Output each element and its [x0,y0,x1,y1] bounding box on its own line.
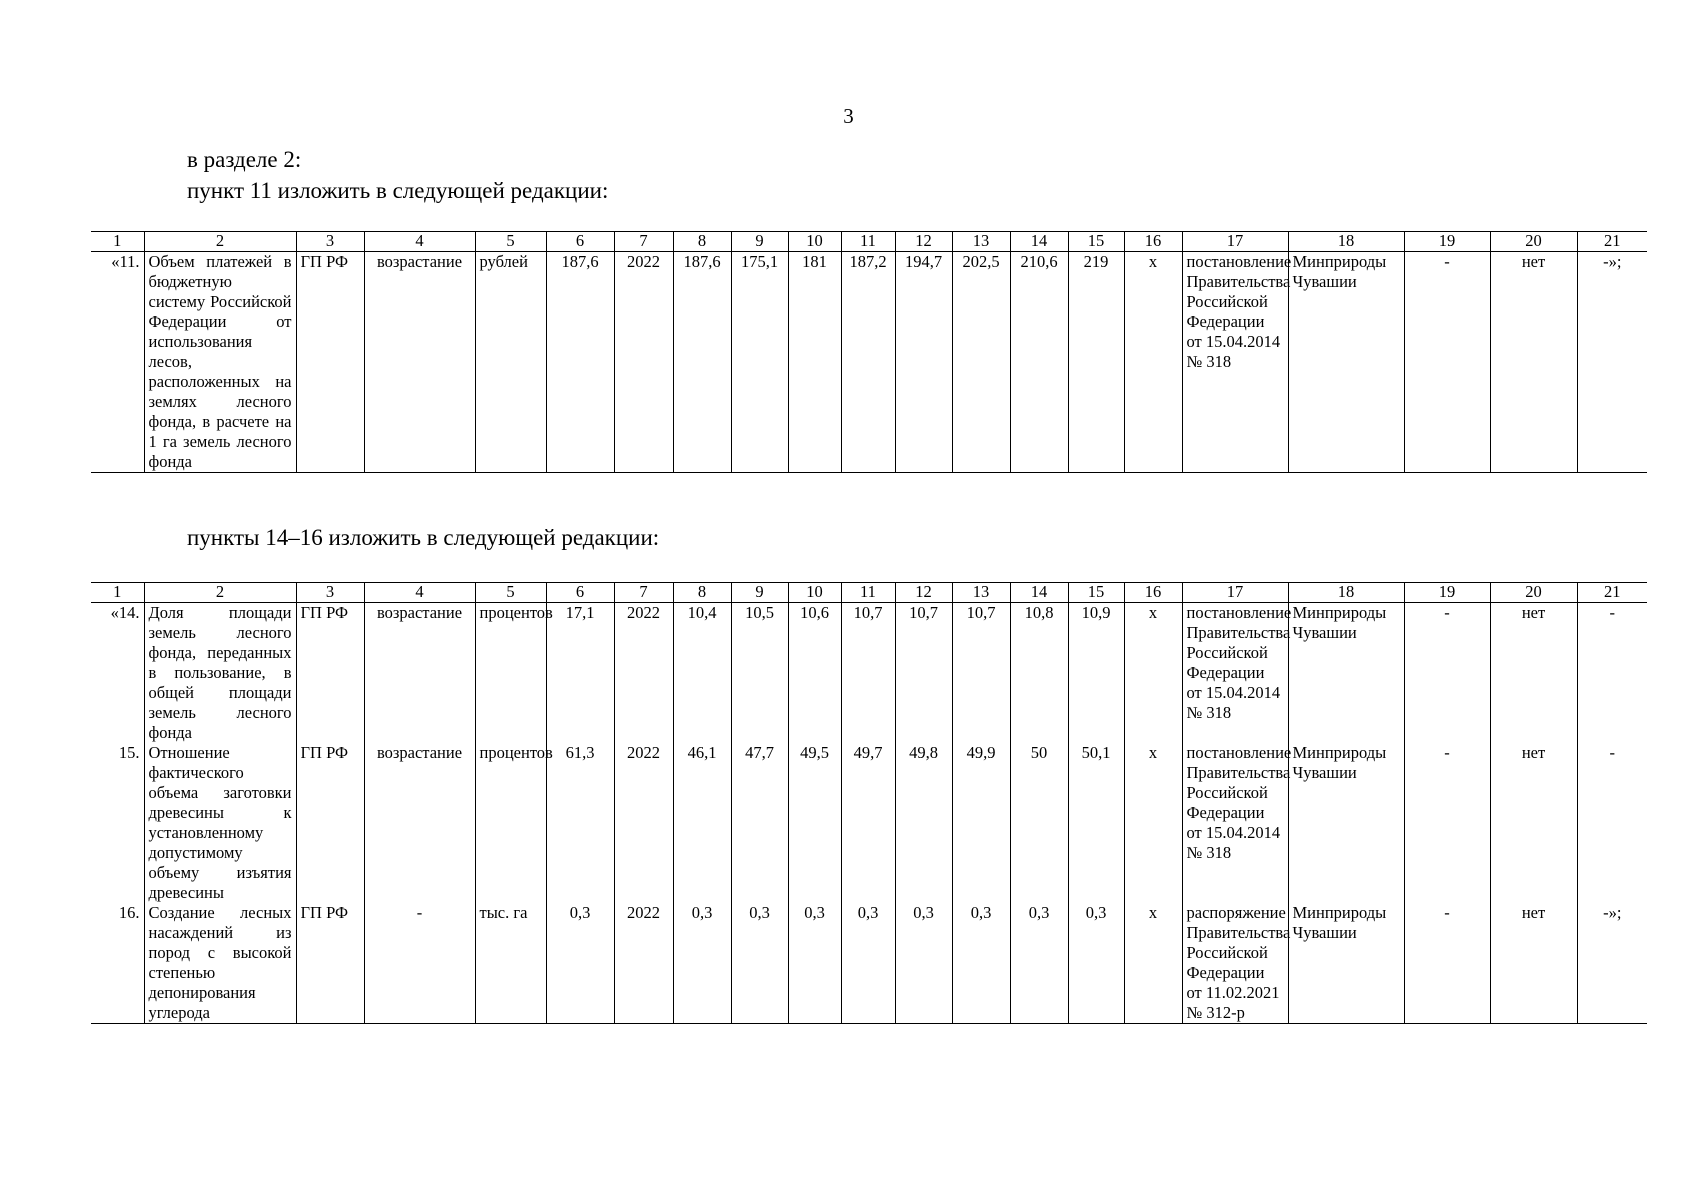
cell-v15: 10,9 [1068,603,1124,744]
table-row [91,743,1647,903]
cell-base-value: 17,1 [546,603,614,744]
cell-base-year: 2022 [614,743,673,903]
column-number: 1 [91,232,144,252]
column-number: 14 [1010,232,1068,252]
cell-v12: 49,8 [895,743,952,903]
column-number: 16 [1124,583,1182,603]
cell-c21: -»; [1577,903,1647,1024]
cell-unit: рублей [475,252,546,473]
cell-base-value: 61,3 [546,743,614,903]
cell-num: 16. [91,903,144,1024]
column-number: 9 [731,232,788,252]
cell-program: ГП РФ [296,603,364,744]
column-number: 5 [475,232,546,252]
cell-c19: - [1404,603,1490,744]
column-number-row [91,583,1647,603]
cell-v8: 10,4 [673,603,731,744]
cell-trend: возрастание [364,603,475,744]
cell-c16: x [1124,903,1182,1024]
column-number: 14 [1010,583,1068,603]
cell-c20: нет [1490,903,1577,1024]
cell-v9: 0,3 [731,903,788,1024]
cell-document: постановление Правительства Российской Федерации от 15.04.2014 № 318 [1182,603,1288,744]
cell-v9: 10,5 [731,603,788,744]
cell-v10: 0,3 [788,903,841,1024]
indicator-table-2 [91,582,1647,1024]
column-number: 21 [1577,232,1647,252]
cell-base-value: 187,6 [546,252,614,473]
column-number: 16 [1124,232,1182,252]
column-number: 9 [731,583,788,603]
cell-responsible: Минприроды Чувашии [1288,603,1404,744]
column-number: 7 [614,232,673,252]
column-number: 19 [1404,583,1490,603]
cell-v14: 10,8 [1010,603,1068,744]
cell-document: постановление Правительства Российской Федерации от 15.04.2014 № 318 [1182,252,1288,473]
cell-document: постановление Правительства Российской Федерации от 15.04.2014 № 318 [1182,743,1288,903]
cell-num: «14. [110,603,140,622]
cell-program: ГП РФ [296,903,364,1024]
column-number: 15 [1068,232,1124,252]
column-number: 17 [1182,232,1288,252]
cell-responsible: Минприроды Чувашии [1288,252,1404,473]
cell-document: распоряжение Правительства Российской Федерации от 11.02.2021 № 312-р [1182,903,1288,1024]
cell-program: ГП РФ [296,743,364,903]
cell-c16: x [1124,252,1182,473]
column-number: 18 [1288,583,1404,603]
column-number: 21 [1577,583,1647,603]
cell-c16: x [1124,743,1182,903]
cell-v13: 0,3 [952,903,1010,1024]
cell-v10: 181 [788,252,841,473]
column-number: 11 [841,232,895,252]
column-number: 17 [1182,583,1288,603]
section-1-line-1: в разделе 2: [187,147,302,172]
column-number: 7 [614,583,673,603]
cell-v8: 0,3 [673,903,731,1024]
cell-v9: 47,7 [731,743,788,903]
column-number: 12 [895,232,952,252]
cell-c21: - [1577,743,1647,903]
cell-trend: - [364,903,475,1024]
cell-c19: - [1404,903,1490,1024]
cell-v11: 0,3 [841,903,895,1024]
column-number: 19 [1404,232,1490,252]
cell-c20: нет [1490,743,1577,903]
cell-v10: 49,5 [788,743,841,903]
column-number: 8 [673,583,731,603]
cell-name: Доля площади земель лесного фонда, переданных в пользование, в общей площади земель лесного фонда [144,603,296,744]
column-number: 10 [788,583,841,603]
column-number: 12 [895,583,952,603]
cell-c21: - [1577,603,1647,744]
cell-v10: 10,6 [788,603,841,744]
cell-c21: -»; [1577,252,1647,473]
column-number: 8 [673,232,731,252]
cell-unit: тыс. га [475,903,546,1024]
cell-v13: 10,7 [952,603,1010,744]
cell-base-year: 2022 [614,903,673,1024]
cell-v11: 10,7 [841,603,895,744]
cell-trend: возрастание [364,252,475,473]
cell-v12: 10,7 [895,603,952,744]
cell-num: «11. [91,252,144,473]
column-number: 2 [144,583,296,603]
indicator-table-1 [91,231,1647,473]
column-number-row [91,232,1647,252]
cell-v13: 49,9 [952,743,1010,903]
cell-v8: 46,1 [673,743,731,903]
cell-program: ГП РФ [296,252,364,473]
cell-responsible: Минприроды Чувашии [1288,743,1404,903]
column-number: 2 [144,232,296,252]
cell-c19: - [1404,743,1490,903]
column-number: 10 [788,232,841,252]
section-1-intro [187,144,608,206]
table-row [91,903,1647,1024]
cell-v13: 202,5 [952,252,1010,473]
cell-v15: 50,1 [1068,743,1124,903]
column-number: 18 [1288,232,1404,252]
table-row [91,603,1647,744]
cell-responsible: Минприроды Чувашии [1288,903,1404,1024]
cell-name: Объем платежей в бюджетную систему Российской Федерации от использования лесов, расположенных на землях лесного фонда, в расчете на 1 га земель лесного фонда [144,252,296,473]
cell-v9: 175,1 [731,252,788,473]
column-number: 3 [296,583,364,603]
section-2-line-1: пункты 14–16 изложить в следующей редакции: [187,525,660,550]
section-2-intro [187,522,659,553]
column-number: 1 [91,583,144,603]
column-number: 6 [546,232,614,252]
cell-v8: 187,6 [673,252,731,473]
section-1-line-2: пункт 11 изложить в следующей редакции: [187,178,609,203]
cell-c19: - [1404,252,1490,473]
cell-c20: нет [1490,603,1577,744]
cell-v12: 194,7 [895,252,952,473]
cell-name: Отношение фактического объема заготовки древесины к установленному допустимому объему изъятия древесины [144,743,296,903]
cell-v11: 49,7 [841,743,895,903]
cell-v14: 50 [1010,743,1068,903]
cell-unit: процентов [475,743,546,903]
cell-c20: нет [1490,252,1577,473]
cell-name: Создание лесных насаждений из пород с высокой степенью депонирования углерода [144,903,296,1024]
column-number: 4 [364,232,475,252]
column-number: 13 [952,583,1010,603]
cell-v15: 219 [1068,252,1124,473]
cell-base-value: 0,3 [546,903,614,1024]
cell-num: 15. [118,743,140,762]
table-row [91,252,1647,473]
page-number: 3 [843,104,854,128]
cell-v14: 0,3 [1010,903,1068,1024]
cell-c16: x [1124,603,1182,744]
column-number: 4 [364,583,475,603]
column-number: 13 [952,232,1010,252]
cell-v11: 187,2 [841,252,895,473]
cell-unit: процентов [475,603,546,744]
cell-v14: 210,6 [1010,252,1068,473]
cell-v15: 0,3 [1068,903,1124,1024]
column-number: 20 [1490,232,1577,252]
cell-v12: 0,3 [895,903,952,1024]
column-number: 6 [546,583,614,603]
column-number: 11 [841,583,895,603]
column-number: 15 [1068,583,1124,603]
cell-trend: возрастание [364,743,475,903]
column-number: 3 [296,232,364,252]
column-number: 20 [1490,583,1577,603]
cell-base-year: 2022 [614,252,673,473]
cell-base-year: 2022 [614,603,673,744]
column-number: 5 [475,583,546,603]
